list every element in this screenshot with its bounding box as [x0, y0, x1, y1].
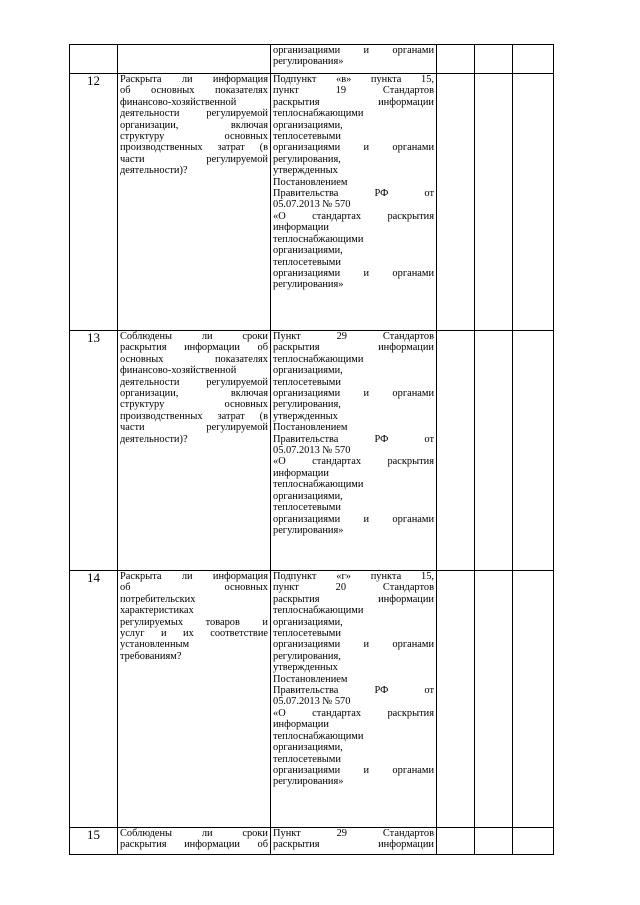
- text-line: организациями,: [273, 119, 343, 131]
- table-row: [70, 74, 554, 331]
- text-line: Правительства РФ от: [273, 433, 434, 445]
- text-line: теплоснабжающими: [273, 233, 364, 245]
- answer-yes-cell[interactable]: [437, 45, 475, 74]
- row-number-cell: 14: [70, 571, 118, 828]
- text-line: регулирования»: [273, 279, 344, 291]
- text-line: деятельности)?: [120, 433, 188, 445]
- question-cell: [118, 45, 271, 74]
- text-line: «О стандартах раскрытия: [273, 210, 434, 222]
- text-line: производственных затрат (в: [120, 142, 268, 154]
- text-line: организациями и органами: [273, 267, 434, 279]
- text-line: Постановлением: [273, 422, 348, 434]
- text-line: организациями,: [273, 245, 343, 257]
- text-line: организациями,: [273, 742, 343, 754]
- text-line: теплоснабжающими: [273, 108, 364, 120]
- text-line: регулирования,: [273, 153, 341, 165]
- text-line: раскрытия информации: [273, 342, 434, 354]
- text-line: требованиям?: [120, 650, 182, 662]
- text-line: теплосетевыми: [273, 256, 341, 268]
- text-line: теплоснабжающими: [273, 479, 364, 491]
- answer-yes-cell[interactable]: [437, 331, 475, 571]
- text-line: Правительства РФ от: [273, 188, 434, 200]
- text-line: Соблюдены ли сроки: [120, 331, 268, 342]
- text-line: регулирования,: [273, 650, 341, 662]
- text-line: регулируемых товаров и: [120, 616, 268, 628]
- text-line: регулирования»: [273, 524, 344, 536]
- text-line: Соблюдены ли сроки: [120, 828, 268, 839]
- text-line: структуру основных: [120, 399, 268, 411]
- text-line: теплоснабжающими: [273, 605, 364, 617]
- text-line: раскрытия информации: [273, 839, 434, 851]
- question-cell: [118, 571, 271, 828]
- text-line: Пункт 29 Стандартов: [273, 331, 434, 342]
- text-line: организациями и органами: [273, 142, 434, 154]
- table-row: [70, 45, 554, 74]
- text-line: информации: [273, 222, 329, 234]
- question-cell: [118, 828, 271, 855]
- table-row: [70, 331, 554, 571]
- text-line: организациями и органами: [273, 388, 434, 400]
- text-line: пункт 20 Стандартов: [273, 582, 434, 594]
- text-line: характеристиках: [120, 605, 194, 617]
- text-line: деятельности)?: [120, 165, 188, 177]
- text-line: Подпункт «в» пункта 15,: [273, 74, 434, 85]
- text-line: Постановлением: [273, 673, 348, 685]
- text-line: информации: [273, 719, 329, 731]
- answer-no-cell[interactable]: [475, 74, 513, 331]
- text-line: теплосетевыми: [273, 376, 341, 388]
- text-line: теплоснабжающими: [273, 730, 364, 742]
- note-cell[interactable]: [513, 571, 554, 828]
- answer-yes-cell[interactable]: [437, 74, 475, 331]
- table-row: [70, 571, 554, 828]
- note-cell[interactable]: [513, 74, 554, 331]
- text-line: части регулируемой: [120, 422, 268, 434]
- text-line: теплосетевыми: [273, 131, 341, 143]
- text-line: теплоснабжающими: [273, 353, 364, 365]
- note-cell[interactable]: [513, 45, 554, 74]
- text-line: раскрытия информации: [273, 96, 434, 108]
- text-line: финансово-хозяйственной: [120, 365, 237, 377]
- text-line: организациями и органами: [273, 764, 434, 776]
- note-cell[interactable]: [513, 828, 554, 855]
- text-line: теплосетевыми: [273, 628, 341, 640]
- reference-cell: [271, 571, 437, 828]
- text-line: финансово-хозяйственной: [120, 96, 237, 108]
- text-line: утвержденных: [273, 662, 338, 674]
- text-line: раскрытия информации об: [120, 839, 268, 851]
- text-line: Пункт 29 Стандартов: [273, 828, 434, 839]
- text-line: 05.07.2013 № 570: [273, 696, 351, 708]
- text-line: утвержденных: [273, 410, 338, 422]
- checklist-table: [69, 44, 554, 855]
- text-line: информации: [273, 467, 329, 479]
- text-line: основных показателях: [120, 353, 268, 365]
- answer-no-cell[interactable]: [475, 45, 513, 74]
- text-line: раскрытия информации об: [120, 342, 268, 354]
- text-line: об основных: [120, 582, 268, 594]
- text-line: утвержденных: [273, 165, 338, 177]
- reference-cell: [271, 828, 437, 855]
- text-line: организациями,: [273, 365, 343, 377]
- text-line: услуг и их соответствие: [120, 628, 268, 640]
- text-line: Раскрыта ли информация: [120, 571, 268, 582]
- reference-cell: [271, 74, 437, 331]
- answer-no-cell[interactable]: [475, 331, 513, 571]
- text-line: регулирования,: [273, 399, 341, 411]
- text-line: организациями,: [273, 490, 343, 502]
- row-number-cell: [70, 45, 118, 74]
- text-line: производственных затрат (в: [120, 410, 268, 422]
- text-line: организациями и органами: [273, 639, 434, 651]
- text-line: Правительства РФ от: [273, 685, 434, 697]
- text-line: «О стандартах раскрытия: [273, 707, 434, 719]
- text-line: части регулируемой: [120, 153, 268, 165]
- checklist-body: [70, 45, 554, 855]
- row-number-cell: 15: [70, 828, 118, 855]
- row-number-cell: 12: [70, 74, 118, 331]
- reference-cell: [271, 331, 437, 571]
- text-line: деятельности регулируемой: [120, 376, 268, 388]
- text-line: Раскрыта ли информация: [120, 74, 268, 85]
- answer-yes-cell[interactable]: [437, 571, 475, 828]
- row-number-cell: 13: [70, 331, 118, 571]
- text-line: регулирования»: [273, 776, 344, 788]
- text-line: теплосетевыми: [273, 502, 341, 514]
- answer-yes-cell[interactable]: [437, 828, 475, 855]
- answer-no-cell[interactable]: [475, 571, 513, 828]
- text-line: деятельности регулируемой: [120, 108, 268, 120]
- text-line: организации, включая: [120, 119, 268, 131]
- text-line: установленным: [120, 639, 190, 651]
- question-cell: [118, 74, 271, 331]
- text-line: об основных показателях: [120, 85, 268, 97]
- text-line: Подпункт «г» пункта 15,: [273, 571, 434, 582]
- text-line: регулирования»: [273, 56, 344, 68]
- text-line: организациями и органами: [273, 513, 434, 525]
- text-line: «О стандартах раскрытия: [273, 456, 434, 468]
- text-line: организациями и органами: [273, 45, 434, 56]
- text-line: потребительских: [120, 593, 196, 605]
- text-line: пункт 19 Стандартов: [273, 85, 434, 97]
- text-line: структуру основных: [120, 131, 268, 143]
- text-line: Постановлением: [273, 176, 348, 188]
- text-line: раскрытия информации: [273, 593, 434, 605]
- note-cell[interactable]: [513, 331, 554, 571]
- text-line: организациями,: [273, 616, 343, 628]
- text-line: 05.07.2013 № 570: [273, 199, 351, 211]
- text-line: 05.07.2013 № 570: [273, 445, 351, 457]
- text-line: организации, включая: [120, 388, 268, 400]
- reference-cell: [271, 45, 437, 74]
- table-row: [70, 828, 554, 855]
- text-line: теплосетевыми: [273, 753, 341, 765]
- question-cell: [118, 331, 271, 571]
- answer-no-cell[interactable]: [475, 828, 513, 855]
